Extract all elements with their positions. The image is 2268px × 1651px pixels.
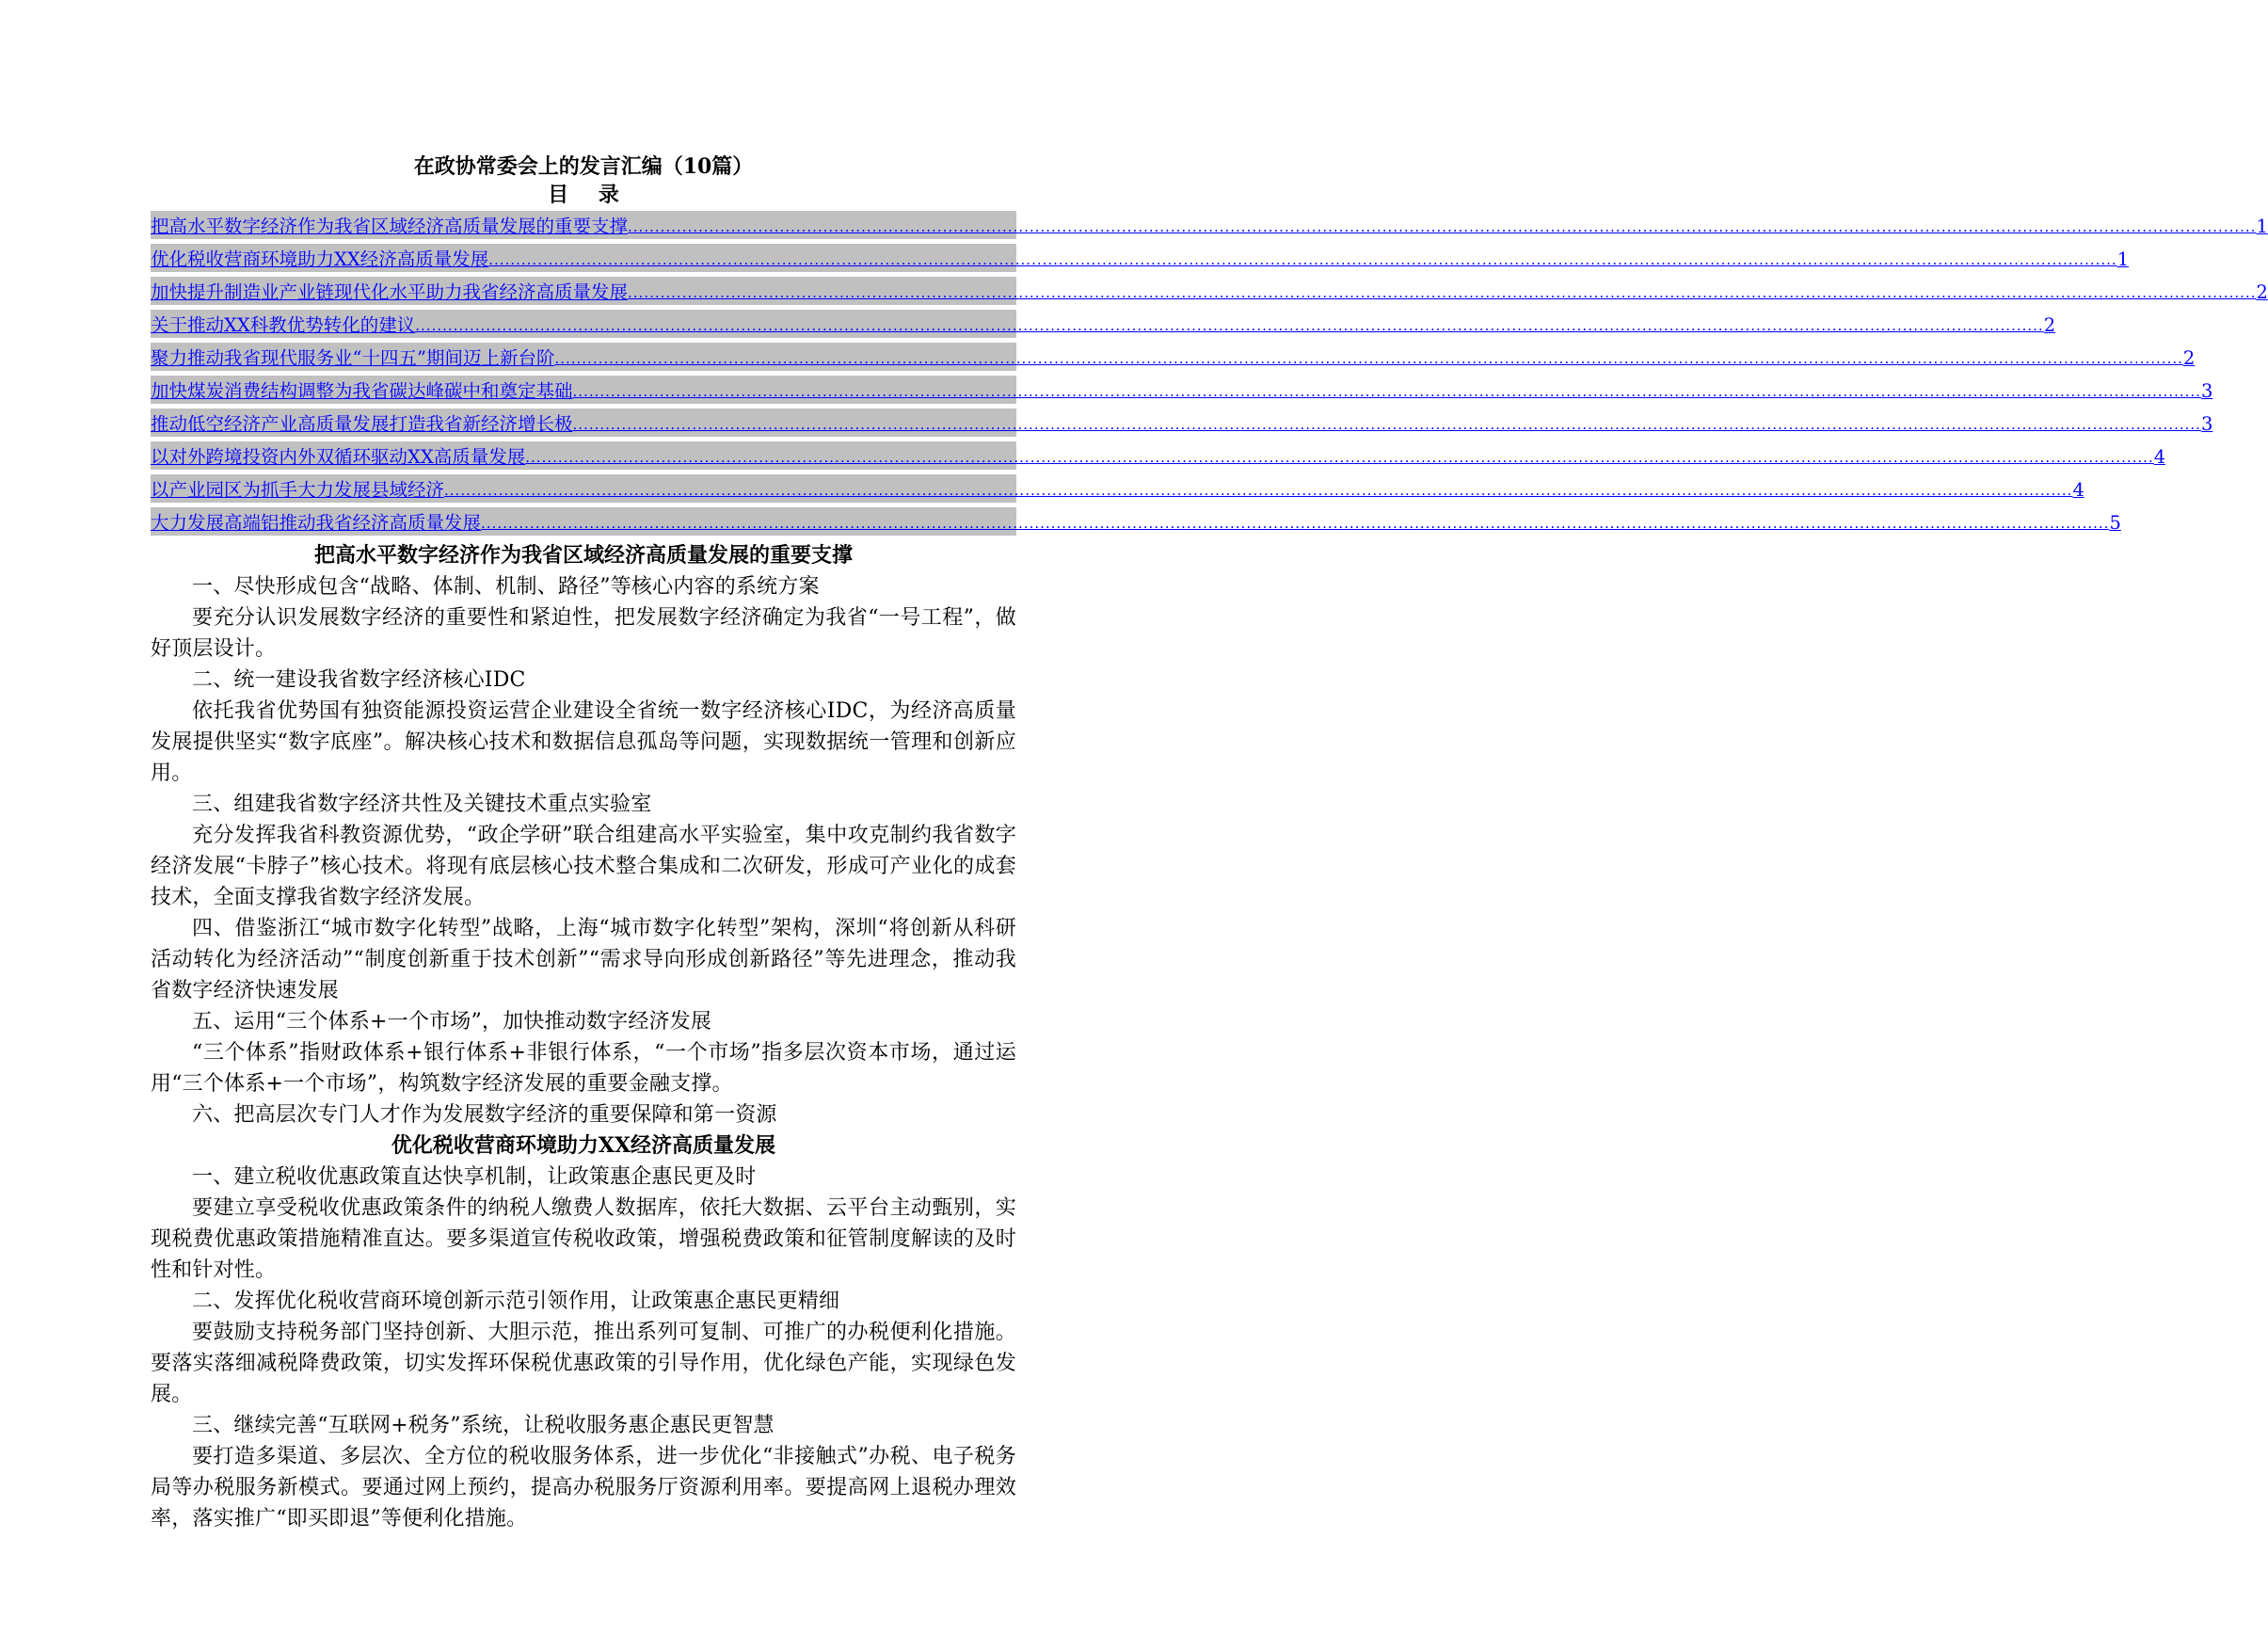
toc-entry-title: 关于推动XX科教优势转化的建议	[151, 314, 416, 336]
toc-entry[interactable]	[151, 409, 2213, 437]
paragraph: 依托我省优势国有独资能源投资运营企业建设全省统一数字经济核心IDC，为经济高质量发展提供坚实“数字底座”。解决核心技术和数据信息孤岛等问题，实现数据统一管理和创新应用。	[151, 699, 1016, 785]
toc-entry-page: 1	[2116, 248, 2130, 270]
section-title: 优化税收营商环境助力XX经济高质量发展	[391, 1133, 776, 1158]
toc-leader-dots: ............................................................................................................................................................................................................................................................................................................	[554, 350, 2183, 367]
paragraph: 一、建立税收优惠政策直达快享机制，让政策惠企惠民更及时	[192, 1165, 757, 1189]
paragraph: 要建立享受税收优惠政策条件的纳税人缴费人数据库，依托大数据、云平台主动甄别，实现税费优惠政策措施精准直达。要多渠道宣传税收政策，增强税费政策和征管制度解读的及时性和针对性。	[151, 1196, 1016, 1282]
paragraph: 二、发挥优化税收营商环境创新示范引领作用，让政策惠企惠民更精细	[192, 1290, 840, 1313]
document-title: 在政协常委会上的发言汇编（10篇）	[413, 154, 754, 179]
paragraph: 要鼓励支持税务部门坚持创新、大胆示范，推出系列可复制、可推广的办税便利化措施。要落实落细减税降费政策，切实发挥环保税优惠政策的引导作用，优化绿色产能，实现绿色发展。	[151, 1321, 1016, 1406]
toc-entry-page: 3	[2200, 413, 2213, 435]
toc-entry-title: 大力发展高端铝推动我省经济高质量发展	[151, 512, 482, 534]
toc-entry-page: 2	[2182, 347, 2196, 369]
toc-leader-dots: ............................................................................................................................................................................................................................................................................................................	[444, 482, 2073, 499]
toc-entry-page: 4	[2072, 479, 2084, 501]
paragraph: 三、组建我省数字经济共性及关键技术重点实验室	[192, 793, 652, 816]
section-title: 把高水平数字经济作为我省区域经济高质量发展的重要支撑	[313, 543, 853, 568]
toc-leader-dots: ............................................................................................................................................................................................................................................................................................................	[628, 218, 2257, 235]
paragraph: 充分发挥我省科教资源优势，“政企学研”联合组建高水平实验室，集中攻克制约我省数字经济发展“卡脖子”核心技术。将现有底层核心技术整合集成和二次研发，形成可产业化的成套技术，全面支撑我省数字经济发展。	[151, 824, 1016, 909]
toc-entry-page: 1	[2256, 216, 2268, 237]
paragraph: 三、继续完善“互联网+税务”系统，让税收服务惠企惠民更智慧	[192, 1414, 775, 1437]
toc-entry-title: 优化税收营商环境助力XX经济高质量发展	[151, 248, 489, 270]
toc-entry[interactable]	[151, 211, 2268, 239]
paragraph: 四、借鉴浙江“城市数字化转型”战略，上海“城市数字化转型”架构，深圳“将创新从科研活动转化为经济活动”“制度创新重于技术创新”“需求导向形成创新路径”等先进理念，推动我省数字经济快速发展	[151, 917, 1016, 1002]
paragraph: 六、把高层次专门人才作为发展数字经济的重要保障和第一资源	[192, 1103, 777, 1127]
toc-entry-page: 4	[2153, 446, 2166, 468]
toc-leader-dots: ............................................................................................................................................................................................................................................................................................................	[572, 416, 2201, 433]
toc-leader-dots: ............................................................................................................................................................................................................................................................................................................	[572, 383, 2201, 400]
toc-leader-dots: ............................................................................................................................................................................................................................................................................................................	[481, 515, 2110, 532]
toc-entry-page: 5	[2109, 512, 2121, 534]
toc-entry[interactable]	[151, 343, 2196, 371]
paragraph: 一、尽快形成包含“战略、体制、机制、路径”等核心内容的系统方案	[192, 575, 820, 599]
table-of-contents	[151, 211, 2268, 536]
toc-entry[interactable]	[151, 507, 2121, 536]
toc-leader-dots: ............................................................................................................................................................................................................................................................................................................	[628, 284, 2257, 301]
toc-entry-page: 2	[2043, 314, 2056, 336]
toc-entry[interactable]	[151, 244, 2130, 272]
toc-entry-title: 以对外跨境投资内外双循环驱动XX高质量发展	[151, 446, 526, 468]
toc-entry[interactable]	[151, 474, 2084, 503]
toc-entry[interactable]	[151, 310, 2056, 338]
toc-entry-title: 把高水平数字经济作为我省区域经济高质量发展的重要支撑	[151, 216, 629, 237]
paragraph: 要充分认识发展数字经济的重要性和紧迫性，把发展数字经济确定为我省“一号工程”，做好顶层设计。	[151, 606, 1016, 661]
paragraph: 二、统一建设我省数字经济核心IDC	[192, 668, 526, 692]
toc-leader-dots: ............................................................................................................................................................................................................................................................................................................	[415, 317, 2044, 334]
toc-entry-title: 以产业园区为抓手大力发展县域经济	[151, 479, 445, 501]
document-body	[151, 540, 1016, 1534]
toc-entry-title: 聚力推动我省现代服务业“十四五”期间迈上新台阶	[151, 347, 555, 369]
document-page	[151, 152, 2268, 1534]
paragraph: “三个体系”指财政体系+银行体系+非银行体系，“一个市场”指多层次资本市场，通过运用“三个体系+一个市场”，构筑数字经济发展的重要金融支撑。	[151, 1041, 1016, 1096]
toc-entry[interactable]	[151, 376, 2213, 404]
toc-leader-dots: ............................................................................................................................................................................................................................................................................................................	[488, 251, 2117, 268]
toc-entry-page: 2	[2256, 281, 2268, 303]
toc-entry-title: 加快提升制造业产业链现代化水平助力我省经济高质量发展	[151, 281, 629, 303]
toc-entry-title: 加快煤炭消费结构调整为我省碳达峰碳中和奠定基础	[151, 380, 573, 402]
toc-entry-title: 推动低空经济产业高质量发展打造我省新经济增长极	[151, 413, 573, 435]
toc-leader-dots: ............................................................................................................................................................................................................................................................................................................	[525, 449, 2154, 466]
toc-heading: 目 录	[548, 183, 631, 207]
paragraph: 要打造多渠道、多层次、全方位的税收服务体系，进一步优化“非接触式”办税、电子税务局等办税服务新模式。要通过网上预约，提高办税服务厅资源利用率。要提高网上退税办理效率，落实推广“即买即退”等便利化措施。	[151, 1445, 1016, 1531]
toc-entry[interactable]	[151, 441, 2166, 470]
paragraph: 五、运用“三个体系+一个市场”，加快推动数字经济发展	[192, 1010, 712, 1034]
toc-entry[interactable]	[151, 277, 2268, 305]
toc-entry-page: 3	[2200, 380, 2213, 402]
